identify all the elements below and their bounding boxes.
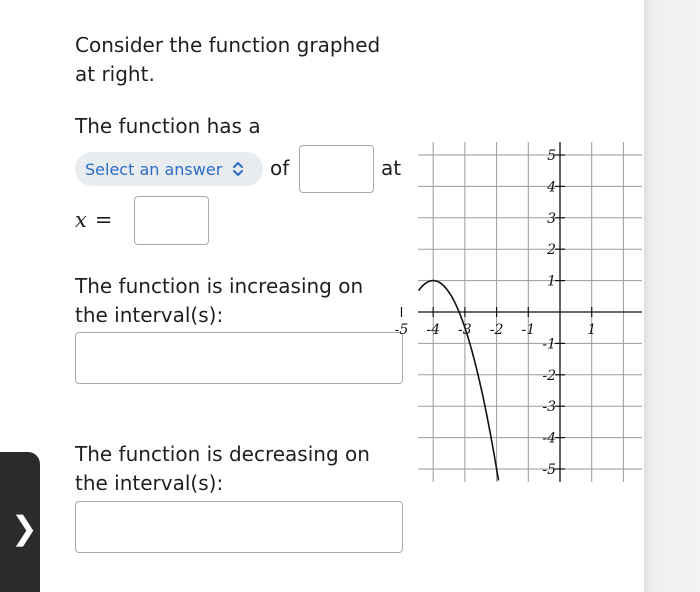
x-value-input[interactable]: [134, 196, 209, 245]
x-equals-label: [75, 208, 112, 232]
x-tick-labels: [395, 322, 596, 338]
x-tick-label: -3: [458, 322, 472, 338]
x-tick-label: -2: [489, 322, 504, 338]
dropdown-label: Select an answer: [85, 159, 223, 179]
y-tick-label: 3: [547, 210, 556, 227]
answer-type-dropdown[interactable]: [75, 152, 263, 186]
decreasing-prompt: [75, 440, 370, 498]
y-tick-label: -3: [542, 399, 556, 416]
increasing-interval-input[interactable]: [75, 332, 403, 384]
y-tick-label: -5: [542, 462, 556, 478]
y-tick-label: -2: [542, 367, 556, 384]
increasing-line-2: the interval(s):: [75, 303, 224, 327]
x-variable: x: [75, 208, 87, 232]
prompt-line-1: Consider the function graphed: [75, 33, 381, 57]
y-tick-label: -4: [542, 430, 556, 447]
at-text: at: [381, 156, 402, 180]
x-tick-label: -1: [521, 322, 536, 338]
graph-axes: [418, 142, 642, 482]
prompt-line-2: at right.: [75, 62, 155, 86]
decreasing-line-1: The function is decreasing on: [75, 442, 370, 466]
side-panel-toggle[interactable]: [0, 452, 40, 592]
right-panel-edge: [644, 0, 700, 592]
value-input[interactable]: [299, 145, 374, 193]
y-tick-labels: [542, 148, 556, 478]
function-graph: [394, 142, 642, 482]
y-tick-label: 5: [547, 148, 556, 164]
decreasing-line-2: the interval(s):: [75, 471, 224, 495]
chevron-up-down-icon: [230, 159, 246, 179]
increasing-prompt: [75, 272, 363, 330]
chevron-right-icon: ❯: [11, 509, 38, 547]
x-tick-label: 1: [587, 322, 597, 338]
has-a-text: The function has a: [75, 114, 261, 138]
increasing-line-1: The function is increasing on: [75, 274, 364, 298]
question-prompt: [75, 31, 380, 89]
y-tick-label: -1: [542, 336, 556, 353]
parabola-curve: [419, 281, 499, 481]
y-tick-label: 4: [547, 179, 556, 196]
of-text: of: [270, 156, 290, 180]
x-tick-label: -4: [426, 322, 441, 338]
y-tick-label: 1: [547, 273, 556, 290]
x-tick-label: -5: [394, 322, 409, 338]
y-tick-label: 2: [547, 242, 556, 259]
equals-sign: =: [94, 208, 113, 232]
decreasing-interval-input[interactable]: [75, 501, 403, 553]
